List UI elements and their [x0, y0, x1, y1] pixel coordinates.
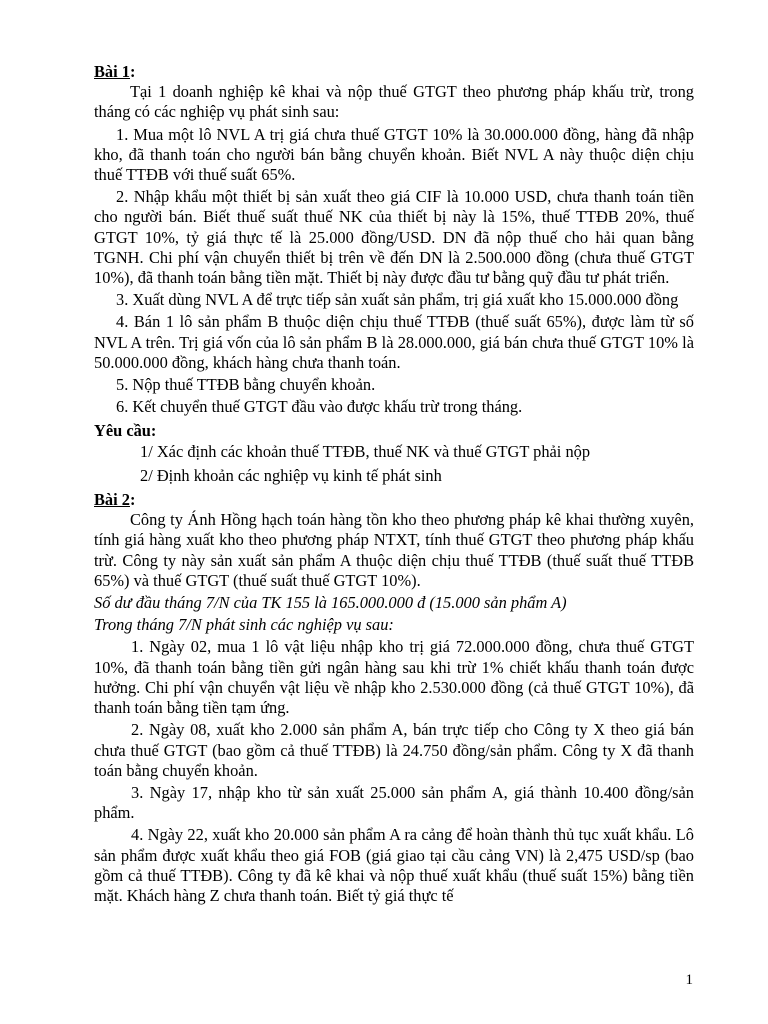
- bai1-colon: :: [129, 62, 136, 81]
- bai1-item-2: 2. Nhập khẩu một thiết bị sản xuất theo giá CIF là 10.000 USD, chưa thanh toán tiền cho người bán. Biết thuế suất thuế NK của thiết bị này là 15%, thuế TTĐB 20%, thuế GTGT 10%, tỷ giá thực tế là 25.000 đồng/USD. DN đã nộp thuế cho hải quan bằng TGNH. Chi phí vận chuyển thiết bị trên về đến DN là 2.500.000 đồng (chưa thuế GTGT 10%), đã thanh toán bằng tiền mặt. Thiết bị này được đầu tư bằng quỹ đầu tư phát triển.: [94, 187, 694, 288]
- bai2-item-3: 3. Ngày 17, nhập kho từ sản xuất 25.000 sản phẩm A, giá thành 10.400 đồng/sản phẩm.: [94, 782, 694, 823]
- bai2-title: Bài 2: [94, 490, 130, 510]
- bai2-item-2: 2. Ngày 08, xuất kho 2.000 sản phẩm A, bán trực tiếp cho Công ty X theo giá bán chưa thuế GTGT (bao gồm cả thuế TTĐB) là 24.750 đồng/sản phẩm. Công ty X đã thanh toán bằng chuyển khoản.: [94, 720, 694, 780]
- bai1-heading: [94, 62, 694, 82]
- bai2-item-4: 4. Ngày 22, xuất kho 20.000 sản phẩm A ra cảng để hoàn thành thủ tục xuất khẩu. Lô sản phẩm được xuất khẩu theo giá FOB (giá giao tại cầu cảng VN) là 2,475 USD/sp (bao gồm cả thuế TTĐB). Công ty đã kê khai và nộp thuế xuất khẩu (thuế suất 15%) bằng tiền mặt. Khách hàng Z chưa thanh toán. Biết tỷ giá thực tế: [94, 825, 694, 905]
- page-number: 1: [685, 972, 693, 988]
- requirement-2: 2/ Định khoản các nghiệp vụ kinh tế phát sinh: [140, 465, 442, 485]
- bai1-title: Bài 1: [94, 62, 130, 81]
- bai1-intro: Tại 1 doanh nghiệp kê khai và nộp thuế GTGT theo phương pháp khấu trừ, trong tháng có các nghiệp vụ phát sinh sau:: [94, 82, 694, 122]
- bai1-item-3: 3. Xuất dùng NVL A để trực tiếp sản xuất sản phẩm, trị giá xuất kho 15.000.000 đồng: [116, 290, 679, 310]
- requirement-1: 1/ Xác định các khoản thuế TTĐB, thuế NK và thuế GTGT phải nộp: [140, 441, 591, 461]
- bai1-item-5: 5. Nộp thuế TTĐB bằng chuyển khoản.: [116, 375, 376, 395]
- bai1-item-6: 6. Kết chuyển thuế GTGT đầu vào được khấu trừ trong tháng.: [116, 397, 523, 417]
- bai2-item-1: 1. Ngày 02, mua 1 lô vật liệu nhập kho trị giá 72.000.000 đồng, chưa thuế GTGT 10%, đã thanh toán bằng tiền gửi ngân hàng sau khi trừ 1% chiết khấu thanh toán được hưởng. Chi phí vận chuyển vật liệu về nhập kho 2.530.000 đồng (cả thuế GTGT 10%), đã thanh toán bằng tiền tạm ứng.: [94, 637, 694, 718]
- opening-balance: Số dư đầu tháng 7/N của TK 155 là 165.000.000 đ (15.000 sản phẩm A): [94, 593, 567, 613]
- month-transactions-line: Trong tháng 7/N phát sinh các nghiệp vụ sau:: [94, 615, 394, 635]
- requirements-heading: Yêu cầu:: [94, 421, 157, 441]
- bai1-item-1: 1. Mua một lô NVL A trị giá chưa thuế GTGT 10% là 30.000.000 đồng, hàng đã nhập kho, đã thanh toán cho người bán bằng chuyển khoản. Biết NVL A này thuộc diện chịu thuế TTĐB với thuế suất 65%.: [94, 124, 694, 185]
- bai2-intro: Công ty Ánh Hồng hạch toán hàng tồn kho theo phương pháp kê khai thường xuyên, tính giá hàng xuất kho theo phương pháp NTXT, tính thuế GTGT theo phương pháp khấu trừ. Công ty này sản xuất sản phẩm A thuộc diện chịu thuế TTĐB (thuế suất thuế TTĐB 65%) và thuế GTGT (thuế suất thuế GTGT 10%).: [94, 510, 694, 590]
- bai1-item-4: 4. Bán 1 lô sản phẩm B thuộc diện chịu thuế TTĐB (thuế suất 65%), được làm từ số NVL A trên. Trị giá vốn của lô sản phẩm B là 28.000.000, giá bán chưa thuế GTGT 10% là 50.000.000 đồng, khách hàng chưa thanh toán.: [94, 312, 694, 372]
- bai2-heading: [94, 490, 694, 510]
- bai2-colon: :: [129, 490, 136, 510]
